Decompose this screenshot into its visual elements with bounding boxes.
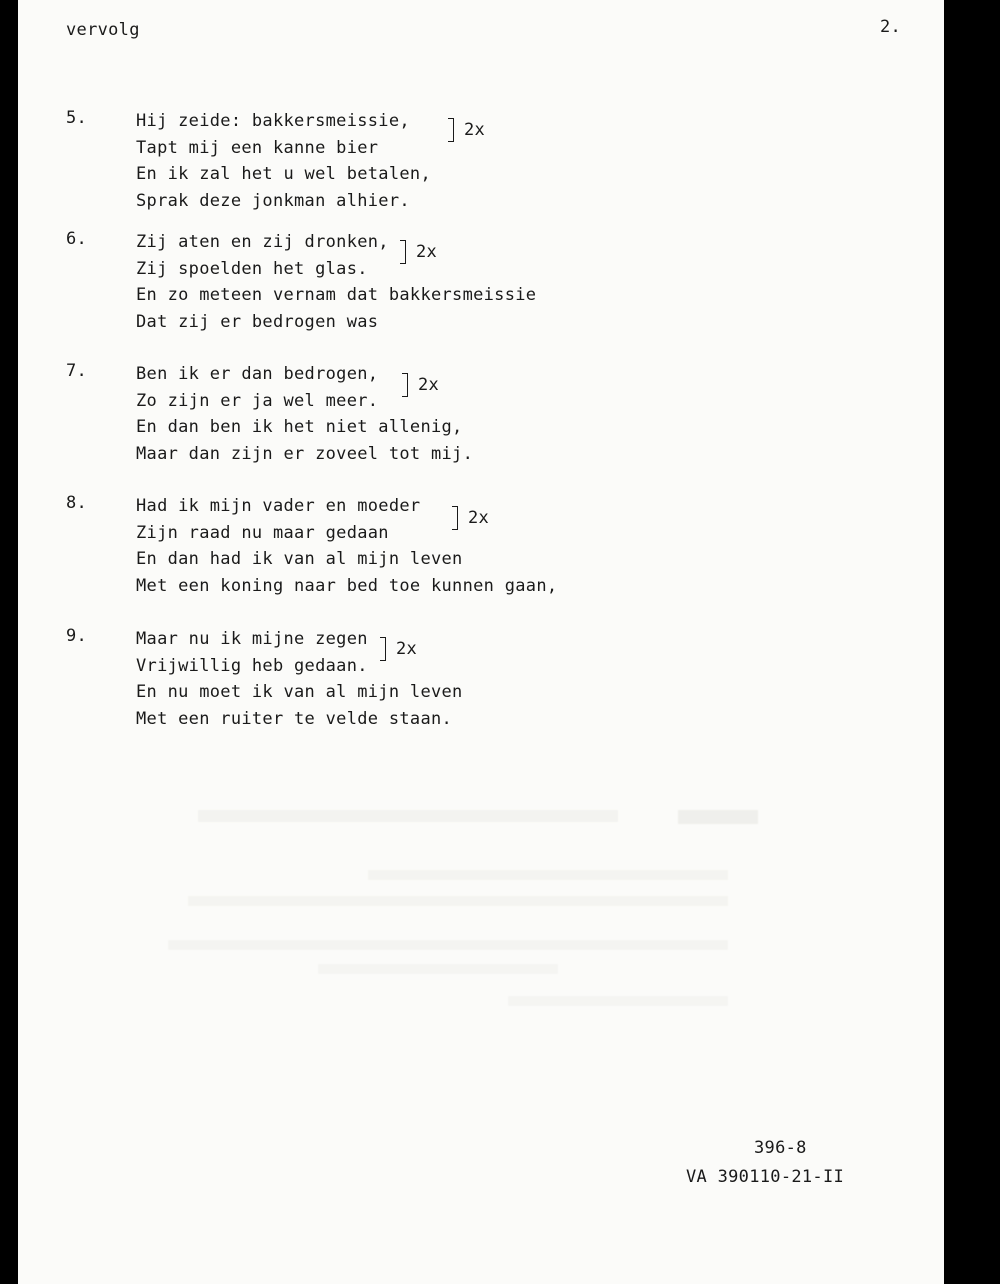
- verse-number: 9.: [66, 626, 88, 646]
- repeat-count: 2x: [468, 508, 490, 528]
- verse-line: En nu moet ik van al mijn leven: [136, 682, 463, 702]
- bracket-mark: [448, 118, 454, 142]
- scan-edge: [944, 0, 1000, 1284]
- repeat-count: 2x: [416, 242, 438, 262]
- verse-line: Had ik mijn vader en moeder: [136, 496, 421, 516]
- page-number: 2.: [880, 17, 902, 37]
- verse-line: Sprak deze jonkman alhier.: [136, 190, 410, 211]
- repeat-count: 2x: [396, 639, 418, 659]
- header-continuation-label: vervolg: [66, 20, 140, 40]
- verse-line: Hij zeide: bakkersmeissie,: [136, 111, 410, 131]
- repeat-marker: [448, 118, 485, 142]
- bracket-mark: [452, 506, 458, 530]
- repeat-marker: [452, 506, 489, 530]
- verse-line: Met een koning naar bed toe kunnen gaan,: [136, 575, 558, 596]
- verse-line: En dan had ik van al mijn leven: [136, 549, 463, 569]
- repeat-marker: [380, 637, 417, 661]
- verse-line: Maar dan zijn er zoveel tot mij.: [136, 443, 474, 464]
- verse-line: Met een ruiter te velde staan.: [136, 708, 453, 729]
- verse-line: Zij aten en zij dronken,: [136, 232, 389, 252]
- verse-line: Zijn raad nu maar gedaan: [136, 522, 389, 543]
- verse-number: 8.: [66, 493, 88, 513]
- bracket-mark: [400, 240, 406, 264]
- verse-line: Tapt mij een kanne bier: [136, 137, 379, 158]
- verse-line: Zo zijn er ja wel meer.: [136, 390, 379, 411]
- verse-line: Dat zij er bedrogen was: [136, 311, 379, 332]
- repeat-count: 2x: [418, 375, 440, 395]
- verse-line: En dan ben ik het niet allenig,: [136, 417, 463, 437]
- bracket-mark: [380, 637, 386, 661]
- bracket-mark: [402, 373, 408, 397]
- verse-lines: [136, 493, 557, 599]
- verse-line: Vrijwillig heb gedaan.: [136, 655, 368, 676]
- verse-line: Zij spoelden het glas.: [136, 258, 368, 279]
- repeat-marker: [402, 373, 439, 397]
- verse-line: Maar nu ik mijne zegen: [136, 629, 368, 649]
- verse-number: 7.: [66, 361, 88, 381]
- repeat-count: 2x: [464, 120, 486, 140]
- verse-lines: [136, 108, 431, 214]
- document-page: [18, 0, 944, 1284]
- verse-line: Ben ik er dan bedrogen,: [136, 364, 379, 384]
- show-through-smudge: [118, 800, 758, 1030]
- verse-number: 6.: [66, 229, 88, 249]
- archive-reference: VA 390110-21-II: [686, 1167, 845, 1187]
- verse-line: En zo meteen vernam dat bakkersmeissie: [136, 285, 537, 305]
- catalog-code: 396-8: [754, 1138, 807, 1158]
- repeat-marker: [400, 240, 437, 264]
- verse-number: 5.: [66, 108, 88, 128]
- verse-lines: [136, 229, 536, 335]
- verse-line: En ik zal het u wel betalen,: [136, 164, 431, 184]
